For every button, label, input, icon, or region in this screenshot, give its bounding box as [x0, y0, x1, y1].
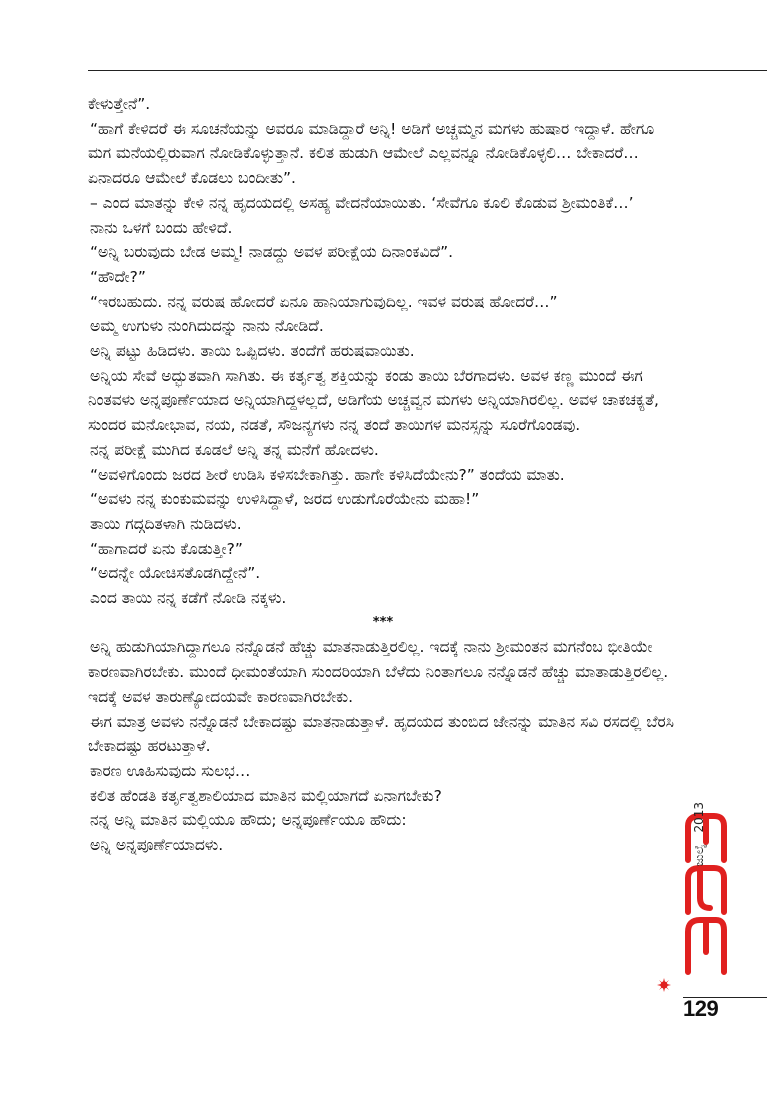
paragraph: “ಹಾಗೆ ಕೇಳಿದರೆ ಈ ಸೂಚನೆಯನ್ನು ಅವರೂ ಮಾಡಿದ್ದಾರೆ ಅನ್ನಿ! ಅಡಿಗೆ ಅಚ್ಚಮ್ಮನ ಮಗಳು ಹುಷಾರ ಇದ್ದಾಳೆ. ಹೇಗೂ ಮಗ ಮನೆಯಲ್ಲಿರುವಾಗ ನೋಡಿಕೊಳ್ಳುತ್ತಾನೆ. ಕಲಿತ ಹುಡುಗಿ ಆಮೇಲೆ ಎಲ್ಲವನ್ನೂ ನೋಡಿಕೊಳ್ಳಲಿ… ಬೇಕಾದರೆ… ಏನಾದರೂ ಆಮೇಲೆ ಕೊಡಲು ಬಂದೀತು”. [88, 119, 655, 188]
issue-year: 2013 [692, 802, 706, 833]
paragraph: ಈಗ ಮಾತ್ರ ಅವಳು ನನ್ನೊಡನೆ ಬೇಕಾದಷ್ಟು ಮಾತನಾಡುತ್ತಾಳೆ. ಹೃದಯದ ತುಂಬಿದ ಜೇನನ್ನು ಮಾತಿನ ಸವಿ ರಸದಲ್ಲಿ ಬೆರಸಿ ಬೇಕಾದಷ್ಟು ಹರಟುತ್ತಾಳೆ. [88, 712, 674, 756]
article-body [88, 92, 678, 858]
paragraph: ನಾನು ಒಳಗೆ ಬಂದು ಹೇಳಿದೆ. [90, 218, 233, 237]
paragraph: ಕಲಿತ ಹೆಂಡತಿ ಕರ್ತೃತ್ವಶಾಲಿಯಾದ ಮಾತಿನ ಮಲ್ಲಿಯಾಗದೆ ಏನಾಗಬೇಕು? [90, 786, 442, 805]
paragraph: ನನ್ನ ಪರೀಕ್ಷೆ ಮುಗಿದ ಕೂಡಲೆ ಅನ್ನಿ ತನ್ನ ಮನೆಗೆ ಹೋದಳು. [90, 440, 379, 459]
paragraph: ಎಂದ ತಾಯಿ ನನ್ನ ಕಡೆಗೆ ನೋಡಿ ನಕ್ಕಳು. [90, 589, 287, 608]
paragraph: “ಅದನ್ನೇ ಯೋಚಿಸತೊಡಗಿದ್ದೇನೆ”. [90, 564, 261, 583]
paragraph: ಅನ್ನಿಯ ಸೇವೆ ಅದ್ಭುತವಾಗಿ ಸಾಗಿತು. ಈ ಕರ್ತೃತ್ವ ಶಕ್ತಿಯನ್ನು ಕಂಡು ತಾಯಿ ಬೆರಗಾದಳು. ಅವಳ ಕಣ್ಣ ಮುಂದೆ ಈಗ ನಿಂತವಳು ಅನ್ನಪೂರ್ಣೆಯಾದ ಅನ್ನಿಯಾಗಿದ್ದಳಲ್ಲದೆ, ಅಡಿಗೆಯ ಅಚ್ಚವ್ವನ ಮಗಳು ಅನ್ನಿಯಾಗಿರಲಿಲ್ಲ. ಅವಳ ಚಾಕಚಕ್ಯತೆ, ಸುಂದರ ಮನೋಭಾವ, ನಯ, ನಡತೆ, ಸೌಜನ್ಯಗಳು ನನ್ನ ತಂದೆ ತಾಯಿಗಳ ಮನಸ್ಸನ್ನು ಸೂರೆಗೊಂಡವು. [88, 366, 659, 435]
paragraph: ತಾಯಿ ಗದ್ಗದಿತಳಾಗಿ ನುಡಿದಳು. [90, 514, 242, 533]
paragraph: – ಎಂದ ಮಾತನ್ನು ಕೇಳಿ ನನ್ನ ಹೃದಯದಲ್ಲಿ ಅಸಹ್ಯ ವೇದನೆಯಾಯಿತು. ‘ಸೇವೆಗೂ ಕೂಲಿ ಕೊಡುವ ಶ್ರೀಮಂತಿಕೆ…’ [90, 193, 634, 212]
paragraph: ಅಮ್ಮ ಉಗುಳು ನುಂಗಿದುದನ್ನು ನಾನು ನೋಡಿದೆ. [90, 317, 324, 336]
paragraph: “ಅವಳಿಗೊಂದು ಜರದ ಶೀರೆ ಉಡಿಸಿ ಕಳಿಸಬೇಕಾಗಿತ್ತು. ಹಾಗೇ ಕಳಿಸಿದೆಯೇನು?” ತಂದೆಯ ಮಾತು. [90, 465, 565, 484]
paragraph: ಅನ್ನಿ ಅನ್ನಪೂರ್ಣೆಯಾದಳು. [90, 836, 224, 855]
issue-month: ಜುಲೈ [692, 844, 706, 867]
section-separator: *** [372, 614, 394, 630]
paragraph: “ಇರಬಹುದು. ನನ್ನ ವರುಷ ಹೋದರೆ ಏನೂ ಹಾನಿಯಾಗುವುದಿಲ್ಲ. ಇವಳ ವರುಷ ಹೋದರೆ…” [90, 292, 558, 311]
paragraph: ಅನ್ನಿ ಪಟ್ಟು ಹಿಡಿದಳು. ತಾಯಿ ಒಪ್ಪಿದಳು. ತಂದೆಗೆ ಹರುಷವಾಯಿತು. [90, 342, 415, 361]
page-number: 129 [683, 996, 719, 1021]
paragraph: “ಹಾಗಾದರೆ ಏನು ಕೊಡುತ್ತೀ?” [90, 539, 243, 558]
paragraph: ಅನ್ನಿ ಹುಡುಗಿಯಾಗಿದ್ದಾಗಲೂ ನನ್ನೊಡನೆ ಹೆಚ್ಚು ಮಾತನಾಡುತ್ತಿರಲಿಲ್ಲ. ಇದಕ್ಕೆ ನಾನು ಶ್ರೀಮಂತನ ಮಗನೆಂಬ ಭೀತಿಯೇ ಕಾರಣವಾಗಿರಬೇಕು. ಮುಂದೆ ಧೀಮಂತೆಯಾಗಿ ಸುಂದರಿಯಾಗಿ ಬೆಳೆದು ನಿಂತಾಗಲೂ ನನ್ನೊಡನೆ ಹೆಚ್ಚು ಮಾತಾಡುತ್ತಿರಲಿಲ್ಲ. ಇದಕ್ಕೆ ಅವಳ ತಾರುಣ್ಯೋದಯವೇ ಕಾರಣವಾಗಿರಬೇಕು. [88, 638, 669, 706]
paragraph: ಕೇಳುತ್ತೇನೆ”. [88, 95, 151, 113]
issue-date [692, 802, 706, 866]
paragraph: ನನ್ನ ಅನ್ನಿ ಮಾತಿನ ಮಲ್ಲಿಯೂ ಹೌದು; ಅನ್ನಪೂರ್ಣೆಯೂ ಹೌದು: [90, 811, 407, 830]
paragraph: “ಅವಳು ನನ್ನ ಕುಂಕುಮವನ್ನು ಉಳಿಸಿದ್ದಾಳೆ, ಜರದ ಉಡುಗೊರೆಯೇನು ಮಹಾ!” [90, 490, 480, 509]
paragraph: “ಹೌದೇ?” [90, 267, 146, 286]
paragraph: “ಅನ್ನಿ ಬರುವುದು ಬೇಡ ಅಮ್ಮ! ನಾಡದ್ದು ಅವಳ ಪರೀಕ್ಷೆಯ ದಿನಾಂಕವಿದೆ”. [90, 243, 454, 262]
paragraph: ಕಾರಣ ಊಹಿಸುವುದು ಸುಲಭ… [90, 761, 251, 780]
header-rule [88, 70, 767, 71]
sunburst-icon [657, 978, 671, 992]
